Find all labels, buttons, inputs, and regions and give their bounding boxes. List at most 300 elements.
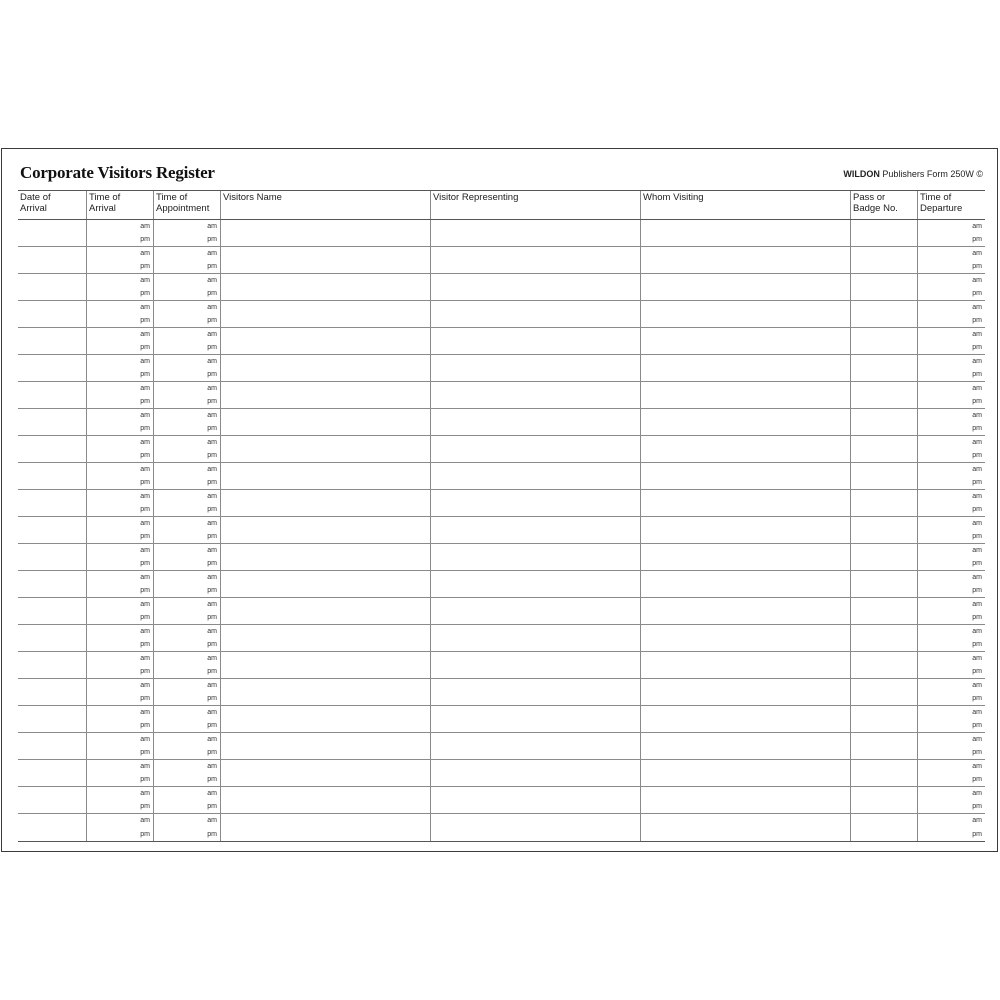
entry-cell[interactable]: [430, 463, 640, 489]
am-label: am: [972, 520, 982, 527]
entry-cell[interactable]: [640, 679, 850, 705]
entry-cell[interactable]: [430, 598, 640, 624]
entry-cell[interactable]: [917, 436, 985, 462]
header-row: [18, 191, 985, 220]
pm-label: pm: [207, 722, 217, 729]
entry-cell[interactable]: [430, 544, 640, 570]
entry-cell[interactable]: [153, 652, 220, 678]
am-label: am: [140, 547, 150, 554]
entry-cell[interactable]: [640, 571, 850, 597]
pm-label: pm: [972, 452, 982, 459]
entry-cell[interactable]: [220, 706, 430, 732]
register-row: [18, 355, 985, 382]
entry-cell[interactable]: [86, 409, 153, 435]
register-row: [18, 490, 985, 517]
entry-cell[interactable]: [917, 598, 985, 624]
entry-cell[interactable]: [917, 274, 985, 300]
entry-cell[interactable]: [153, 544, 220, 570]
column-header-line2: Badge No.: [853, 203, 898, 214]
entry-cell[interactable]: [86, 490, 153, 516]
entry-cell[interactable]: [640, 274, 850, 300]
register-row: [18, 814, 985, 841]
am-label: am: [140, 493, 150, 500]
entry-cell[interactable]: [153, 733, 220, 759]
entry-cell[interactable]: [917, 760, 985, 786]
entry-cell[interactable]: [917, 409, 985, 435]
pm-label: pm: [207, 425, 217, 432]
entry-cell[interactable]: [917, 544, 985, 570]
entry-cell[interactable]: [220, 625, 430, 651]
entry-cell[interactable]: [153, 220, 220, 246]
entry-cell[interactable]: [850, 760, 917, 786]
entry-cell[interactable]: [153, 517, 220, 543]
entry-cell[interactable]: [430, 220, 640, 246]
pm-label: pm: [140, 614, 150, 621]
am-label: am: [140, 574, 150, 581]
entry-cell[interactable]: [86, 382, 153, 408]
entry-cell[interactable]: [917, 247, 985, 273]
entry-cell[interactable]: [220, 571, 430, 597]
entry-cell[interactable]: [18, 760, 86, 786]
entry-cell[interactable]: [850, 517, 917, 543]
register-row: [18, 760, 985, 787]
entry-cell[interactable]: [220, 409, 430, 435]
pm-label: pm: [207, 344, 217, 351]
am-label: am: [972, 223, 982, 230]
am-label: am: [207, 223, 217, 230]
am-label: am: [207, 628, 217, 635]
pm-label: pm: [207, 263, 217, 270]
entry-cell[interactable]: [153, 328, 220, 354]
entry-cell[interactable]: [917, 733, 985, 759]
pm-label: pm: [140, 263, 150, 270]
pm-label: pm: [207, 587, 217, 594]
entry-cell[interactable]: [430, 490, 640, 516]
entry-cell[interactable]: [850, 625, 917, 651]
entry-cell[interactable]: [917, 220, 985, 246]
column-header-line1: Date of: [20, 192, 51, 203]
entry-cell[interactable]: [153, 679, 220, 705]
entry-cell[interactable]: [917, 571, 985, 597]
pm-label: pm: [972, 317, 982, 324]
entry-cell[interactable]: [640, 787, 850, 813]
am-label: am: [972, 682, 982, 689]
entry-cell[interactable]: [850, 220, 917, 246]
entry-cell[interactable]: [18, 247, 86, 273]
entry-cell[interactable]: [86, 760, 153, 786]
entry-cell[interactable]: [220, 355, 430, 381]
entry-cell[interactable]: [850, 463, 917, 489]
am-label: am: [140, 331, 150, 338]
entry-cell[interactable]: [220, 220, 430, 246]
register-row: [18, 544, 985, 571]
entry-cell[interactable]: [640, 517, 850, 543]
pm-label: pm: [140, 749, 150, 756]
entry-cell[interactable]: [430, 517, 640, 543]
entry-cell[interactable]: [18, 625, 86, 651]
am-label: am: [207, 385, 217, 392]
am-label: am: [207, 574, 217, 581]
entry-cell[interactable]: [640, 544, 850, 570]
entry-cell[interactable]: [917, 652, 985, 678]
entry-cell[interactable]: [430, 328, 640, 354]
pm-label: pm: [972, 831, 982, 838]
am-label: am: [140, 520, 150, 527]
entry-cell[interactable]: [18, 571, 86, 597]
entry-cell[interactable]: [86, 679, 153, 705]
entry-cell[interactable]: [917, 463, 985, 489]
entry-cell[interactable]: [18, 598, 86, 624]
entry-cell[interactable]: [18, 463, 86, 489]
entry-cell[interactable]: [153, 571, 220, 597]
entry-cell[interactable]: [430, 355, 640, 381]
am-label: am: [972, 466, 982, 473]
entry-cell[interactable]: [917, 301, 985, 327]
pm-label: pm: [140, 344, 150, 351]
pm-label: pm: [207, 452, 217, 459]
entry-cell[interactable]: [18, 301, 86, 327]
register-row: [18, 598, 985, 625]
am-label: am: [140, 790, 150, 797]
am-label: am: [972, 628, 982, 635]
entry-cell[interactable]: [153, 706, 220, 732]
register-row: [18, 679, 985, 706]
entry-cell[interactable]: [850, 814, 917, 841]
am-label: am: [972, 493, 982, 500]
register-row: [18, 274, 985, 301]
entry-cell[interactable]: [153, 247, 220, 273]
pm-label: pm: [140, 452, 150, 459]
am-label: am: [207, 817, 217, 824]
pm-label: pm: [972, 479, 982, 486]
entry-cell[interactable]: [640, 733, 850, 759]
entry-cell[interactable]: [86, 328, 153, 354]
am-label: am: [140, 601, 150, 608]
entry-cell[interactable]: [850, 382, 917, 408]
entry-cell[interactable]: [86, 517, 153, 543]
entry-cell[interactable]: [220, 274, 430, 300]
pm-label: pm: [972, 749, 982, 756]
entry-cell[interactable]: [153, 760, 220, 786]
entry-cell[interactable]: [430, 409, 640, 435]
am-label: am: [140, 655, 150, 662]
pm-label: pm: [140, 668, 150, 675]
entry-cell[interactable]: [640, 814, 850, 841]
entry-cell[interactable]: [640, 706, 850, 732]
entry-cell[interactable]: [640, 409, 850, 435]
am-label: am: [140, 466, 150, 473]
entry-cell[interactable]: [917, 382, 985, 408]
pm-label: pm: [140, 317, 150, 324]
am-label: am: [140, 412, 150, 419]
pm-label: pm: [207, 776, 217, 783]
entry-cell[interactable]: [18, 409, 86, 435]
column-header-line2: Arrival: [20, 203, 47, 214]
entry-cell[interactable]: [430, 733, 640, 759]
entry-cell[interactable]: [153, 436, 220, 462]
am-label: am: [972, 547, 982, 554]
pm-label: pm: [972, 587, 982, 594]
entry-cell[interactable]: [86, 625, 153, 651]
entry-cell[interactable]: [640, 328, 850, 354]
entry-cell[interactable]: [430, 301, 640, 327]
entry-cell[interactable]: [220, 760, 430, 786]
entry-cell[interactable]: [220, 814, 430, 841]
entry-cell[interactable]: [640, 355, 850, 381]
entry-cell[interactable]: [640, 760, 850, 786]
pm-label: pm: [972, 695, 982, 702]
entry-cell[interactable]: [18, 706, 86, 732]
entry-cell[interactable]: [18, 787, 86, 813]
entry-cell[interactable]: [153, 382, 220, 408]
entry-cell[interactable]: [18, 733, 86, 759]
am-label: am: [207, 682, 217, 689]
am-label: am: [140, 250, 150, 257]
am-label: am: [207, 358, 217, 365]
entry-cell[interactable]: [640, 301, 850, 327]
register-row: [18, 382, 985, 409]
entry-cell[interactable]: [86, 274, 153, 300]
entry-cell[interactable]: [850, 409, 917, 435]
pm-label: pm: [140, 695, 150, 702]
entry-cell[interactable]: [86, 220, 153, 246]
pm-label: pm: [207, 695, 217, 702]
pm-label: pm: [207, 479, 217, 486]
entry-cell[interactable]: [86, 598, 153, 624]
entry-cell[interactable]: [850, 328, 917, 354]
entry-cell[interactable]: [640, 625, 850, 651]
entry-cell[interactable]: [850, 247, 917, 273]
entry-cell[interactable]: [86, 733, 153, 759]
entry-cell[interactable]: [640, 463, 850, 489]
entry-cell[interactable]: [917, 355, 985, 381]
entry-cell[interactable]: [640, 652, 850, 678]
entry-cell[interactable]: [18, 382, 86, 408]
pm-label: pm: [972, 641, 982, 648]
entry-cell[interactable]: [86, 706, 153, 732]
entry-cell[interactable]: [430, 247, 640, 273]
entry-cell[interactable]: [850, 598, 917, 624]
am-label: am: [972, 655, 982, 662]
am-label: am: [972, 304, 982, 311]
entry-cell[interactable]: [86, 571, 153, 597]
entry-cell[interactable]: [917, 328, 985, 354]
entry-cell[interactable]: [18, 652, 86, 678]
entry-cell[interactable]: [220, 247, 430, 273]
entry-cell[interactable]: [220, 733, 430, 759]
entry-cell[interactable]: [220, 463, 430, 489]
entry-cell[interactable]: [18, 490, 86, 516]
pm-label: pm: [207, 560, 217, 567]
register-row: [18, 652, 985, 679]
entry-cell[interactable]: [153, 490, 220, 516]
am-label: am: [972, 601, 982, 608]
entry-cell[interactable]: [86, 301, 153, 327]
entry-cell[interactable]: [220, 490, 430, 516]
pm-label: pm: [972, 776, 982, 783]
entry-cell[interactable]: [850, 490, 917, 516]
column-header-0: [18, 191, 86, 219]
pm-label: pm: [140, 371, 150, 378]
entry-cell[interactable]: [220, 382, 430, 408]
entry-cell[interactable]: [850, 679, 917, 705]
entry-cell[interactable]: [430, 274, 640, 300]
am-label: am: [207, 763, 217, 770]
entry-cell[interactable]: [850, 787, 917, 813]
entry-cell[interactable]: [86, 544, 153, 570]
entry-cell[interactable]: [220, 679, 430, 705]
entry-cell[interactable]: [850, 274, 917, 300]
entry-cell[interactable]: [917, 787, 985, 813]
entry-cell[interactable]: [917, 706, 985, 732]
entry-cell[interactable]: [850, 652, 917, 678]
entry-cell[interactable]: [220, 436, 430, 462]
entry-cell[interactable]: [86, 463, 153, 489]
entry-cell[interactable]: [153, 598, 220, 624]
publisher-brand: WILDON: [843, 169, 880, 179]
entry-cell[interactable]: [86, 247, 153, 273]
column-header-1: [86, 191, 153, 219]
am-label: am: [972, 277, 982, 284]
entry-cell[interactable]: [86, 652, 153, 678]
pm-label: pm: [972, 614, 982, 621]
entry-cell[interactable]: [430, 436, 640, 462]
entry-cell[interactable]: [850, 544, 917, 570]
entry-cell[interactable]: [18, 355, 86, 381]
entry-cell[interactable]: [153, 814, 220, 841]
pm-label: pm: [207, 533, 217, 540]
pm-label: pm: [972, 290, 982, 297]
pm-label: pm: [972, 236, 982, 243]
entry-cell[interactable]: [153, 355, 220, 381]
am-label: am: [972, 412, 982, 419]
entry-cell[interactable]: [18, 274, 86, 300]
entry-cell[interactable]: [86, 355, 153, 381]
entry-cell[interactable]: [153, 787, 220, 813]
entry-cell[interactable]: [18, 220, 86, 246]
pm-label: pm: [207, 668, 217, 675]
entry-cell[interactable]: [153, 463, 220, 489]
am-label: am: [207, 790, 217, 797]
pm-label: pm: [207, 371, 217, 378]
am-label: am: [972, 250, 982, 257]
entry-cell[interactable]: [430, 679, 640, 705]
register-rows: [18, 220, 985, 841]
column-header-6: [850, 191, 917, 219]
entry-cell[interactable]: [220, 598, 430, 624]
entry-cell[interactable]: [850, 733, 917, 759]
entry-cell[interactable]: [430, 382, 640, 408]
entry-cell[interactable]: [430, 571, 640, 597]
entry-cell[interactable]: [86, 436, 153, 462]
entry-cell[interactable]: [430, 625, 640, 651]
entry-cell[interactable]: [153, 274, 220, 300]
entry-cell[interactable]: [220, 652, 430, 678]
entry-cell[interactable]: [640, 220, 850, 246]
entry-cell[interactable]: [86, 814, 153, 841]
entry-cell[interactable]: [850, 355, 917, 381]
entry-cell[interactable]: [640, 598, 850, 624]
pm-label: pm: [972, 560, 982, 567]
am-label: am: [972, 817, 982, 824]
entry-cell[interactable]: [917, 814, 985, 841]
entry-cell[interactable]: [850, 436, 917, 462]
entry-cell[interactable]: [153, 625, 220, 651]
am-label: am: [140, 385, 150, 392]
entry-cell[interactable]: [18, 517, 86, 543]
pm-label: pm: [140, 803, 150, 810]
entry-cell[interactable]: [18, 328, 86, 354]
entry-cell[interactable]: [153, 301, 220, 327]
entry-cell[interactable]: [917, 625, 985, 651]
entry-cell[interactable]: [220, 787, 430, 813]
entry-cell[interactable]: [220, 517, 430, 543]
entry-cell[interactable]: [917, 517, 985, 543]
entry-cell[interactable]: [917, 490, 985, 516]
entry-cell[interactable]: [220, 544, 430, 570]
register-row: [18, 301, 985, 328]
entry-cell[interactable]: [640, 436, 850, 462]
pm-label: pm: [207, 317, 217, 324]
am-label: am: [140, 682, 150, 689]
column-header-4: [430, 191, 640, 219]
am-label: am: [140, 628, 150, 635]
entry-cell[interactable]: [220, 301, 430, 327]
entry-cell[interactable]: [18, 814, 86, 841]
am-label: am: [207, 331, 217, 338]
pm-label: pm: [972, 398, 982, 405]
entry-cell[interactable]: [18, 679, 86, 705]
am-label: am: [972, 709, 982, 716]
register-row: [18, 409, 985, 436]
entry-cell[interactable]: [640, 247, 850, 273]
entry-cell[interactable]: [430, 814, 640, 841]
entry-cell[interactable]: [850, 571, 917, 597]
entry-cell[interactable]: [430, 760, 640, 786]
pm-label: pm: [140, 560, 150, 567]
entry-cell[interactable]: [850, 301, 917, 327]
am-label: am: [140, 763, 150, 770]
entry-cell[interactable]: [850, 706, 917, 732]
entry-cell[interactable]: [917, 679, 985, 705]
am-label: am: [207, 655, 217, 662]
entry-cell[interactable]: [430, 706, 640, 732]
entry-cell[interactable]: [86, 787, 153, 813]
pm-label: pm: [972, 803, 982, 810]
entry-cell[interactable]: [640, 490, 850, 516]
register-row: [18, 220, 985, 247]
entry-cell[interactable]: [153, 409, 220, 435]
pm-label: pm: [140, 641, 150, 648]
entry-cell[interactable]: [640, 382, 850, 408]
entry-cell[interactable]: [18, 544, 86, 570]
pm-label: pm: [972, 506, 982, 513]
pm-label: pm: [207, 614, 217, 621]
pm-label: pm: [140, 398, 150, 405]
entry-cell[interactable]: [430, 652, 640, 678]
column-header-7: [917, 191, 985, 219]
am-label: am: [972, 763, 982, 770]
entry-cell[interactable]: [430, 787, 640, 813]
entry-cell[interactable]: [18, 436, 86, 462]
column-header-line1: Time of: [156, 192, 188, 203]
pm-label: pm: [207, 641, 217, 648]
pm-label: pm: [207, 803, 217, 810]
entry-cell[interactable]: [220, 328, 430, 354]
column-header-line1: Visitors Name: [223, 192, 282, 203]
register-row: [18, 247, 985, 274]
am-label: am: [972, 331, 982, 338]
